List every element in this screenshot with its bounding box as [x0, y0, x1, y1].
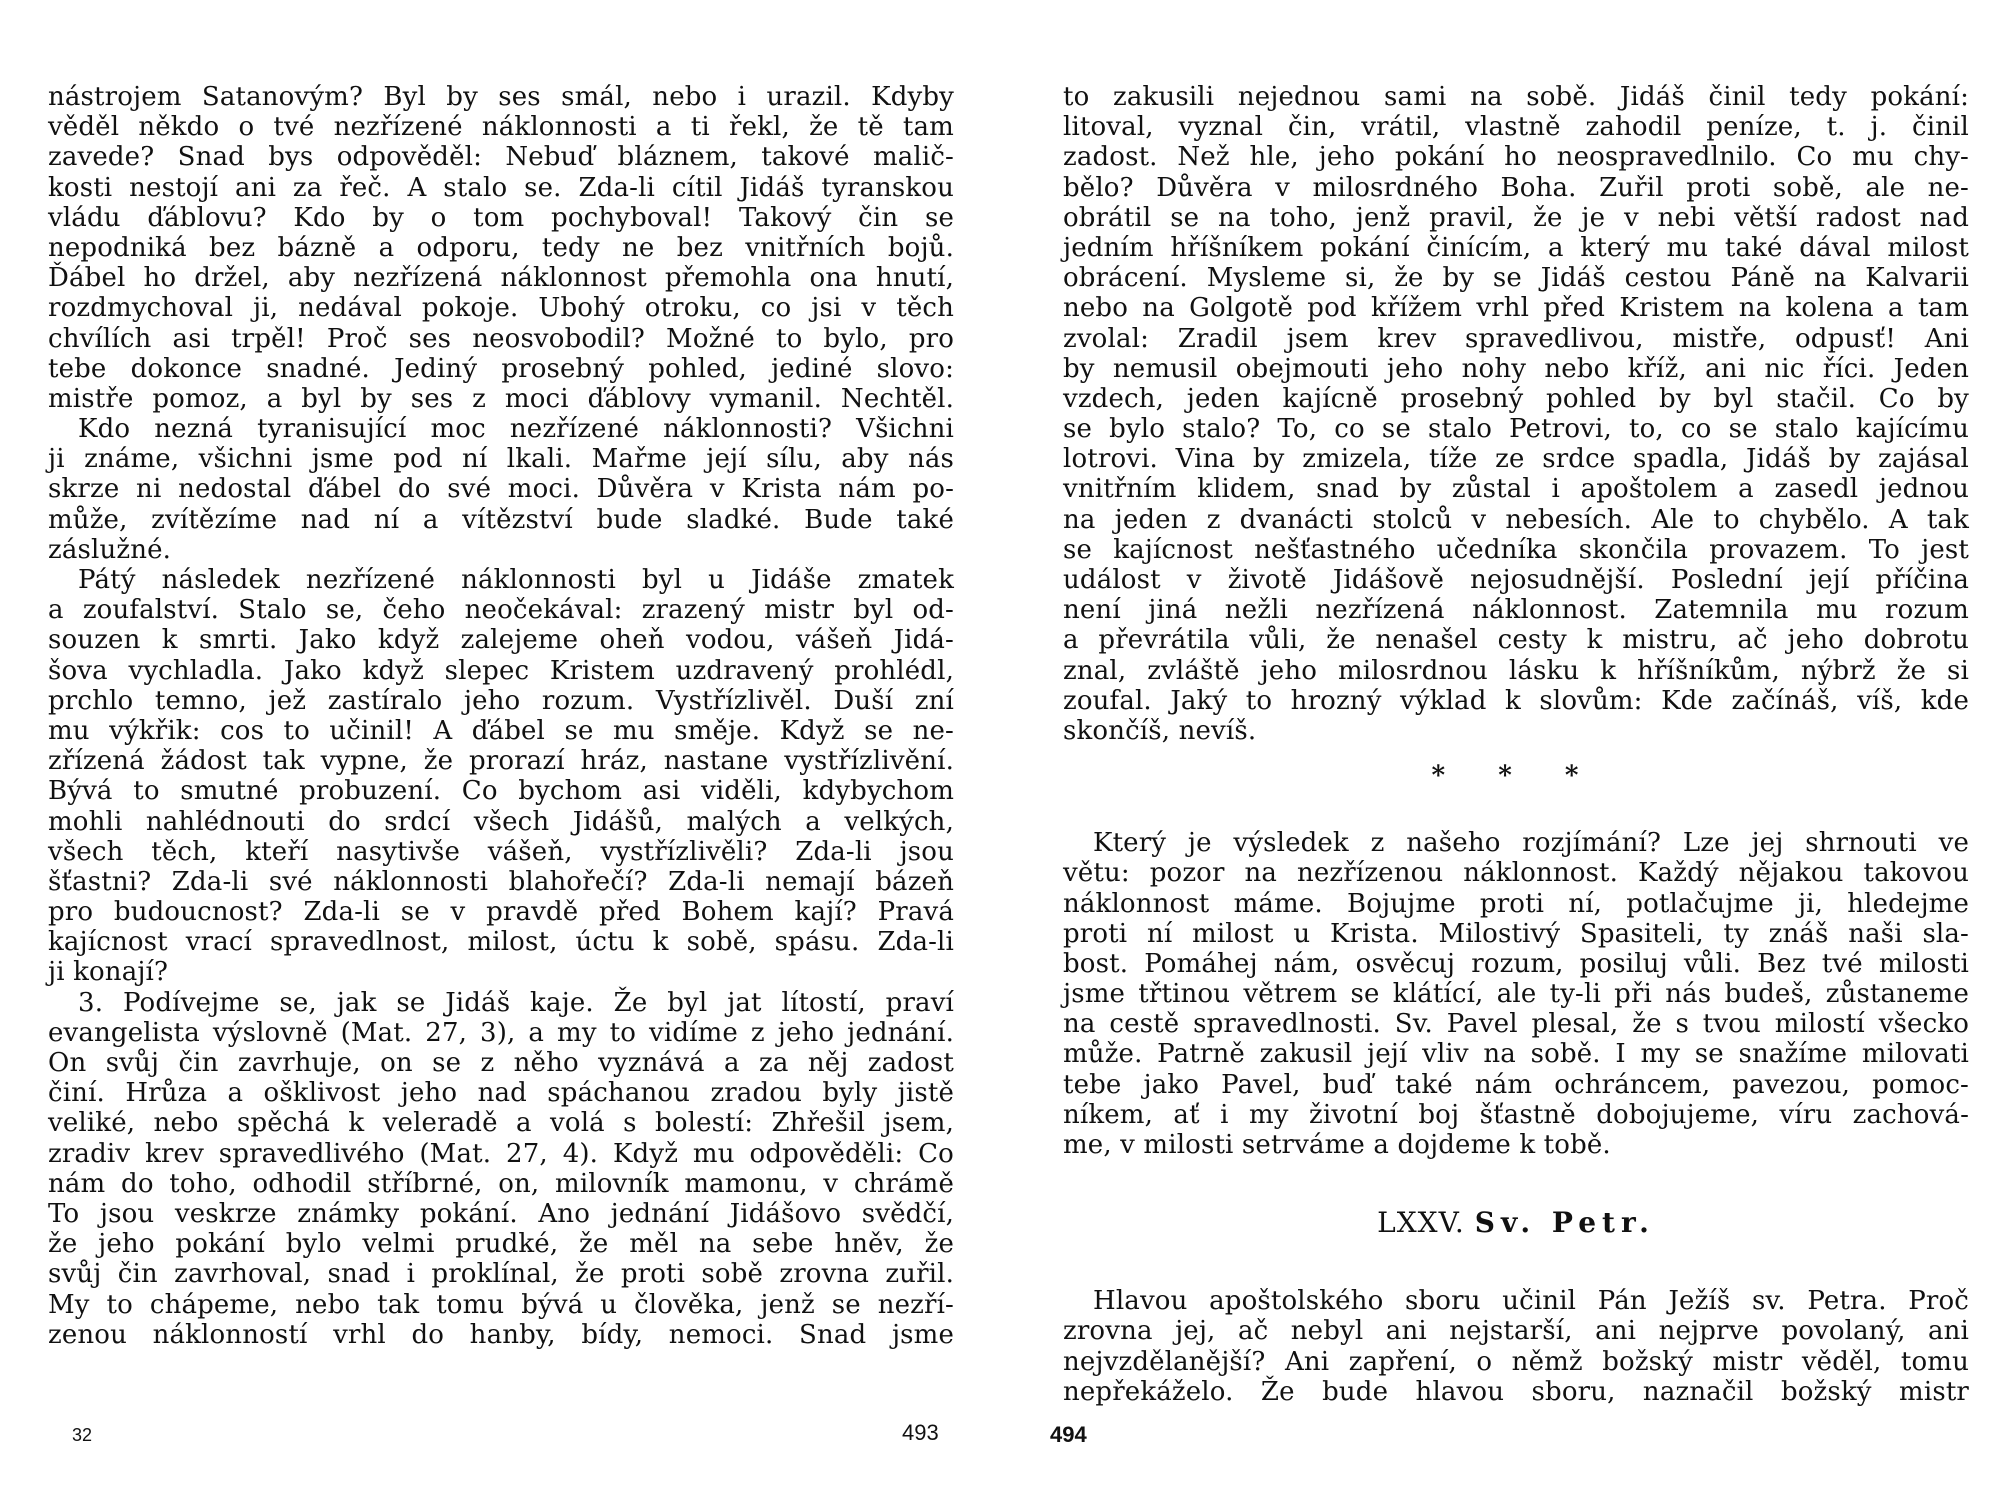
text-line: zřízená žádost tak vypne, že prorazí hráz, nastane vystřízlivění. [48, 746, 954, 777]
text-line: Ďábel ho držel, aby nezřízená náklonnost přemohla ona hnutí, [48, 263, 954, 294]
text-line: skrze ni nedostal ďábel do své moci. Důvěra v Krista nám po- [48, 474, 954, 505]
text-line: a převrátila vůli, že nenašel cesty k mistru, ač jeho dobrotu [1063, 625, 1969, 656]
text-line: může, zvítězíme nad ní a vítězství bude sladké. Bude také [48, 504, 954, 535]
text-line: záslužné. [48, 534, 172, 565]
text-line: lotrovi. Vina by zmizela, tíže ze srdce spadla, Jidáš by zajásal [1063, 444, 1969, 475]
text-line: On svůj čin zavrhuje, on se z něho vyznává a za něj zadost [48, 1048, 954, 1078]
text-line: Hlavou apoštolského sboru učinil Pán Ježíš sv. Petra. Proč [1093, 1286, 1969, 1317]
text-line: šova vychladla. Jako když slepec Kristem uzdravený prohlédl, [48, 655, 954, 686]
text-line: jedním hříšníkem pokání činícím, a který mu také dával milost [1063, 232, 1969, 263]
text-line: mu výkřik: cos to učinil! A ďábel se mu směje. Když se ne- [48, 715, 954, 746]
text-line: větu: pozor na nezřízenou náklonnost. Každý nějakou takovou [1063, 858, 1969, 889]
text-line: vnitřním klidem, snad by zůstal i apoštolem a zasedl jednou [1063, 474, 1969, 505]
text-line: se bylo stalo? To, co se stalo Petrovi, to, co se stalo kajícímu [1063, 414, 1969, 445]
text-line: na jeden z dvanácti stolců v nebesích. Ale to chybělo. A tak [1063, 504, 1969, 535]
right-page [998, 0, 1996, 1500]
text-line: tebe dokonce snadné. Jediný prosebný pohled, jediné slovo: [48, 353, 954, 384]
text-line: Pátý následek nezřízené náklonnosti byl u Jidáše zmatek [78, 565, 954, 595]
text-line: bost. Pomáhej nám, osvěcuj rozum, posiluj vůli. Bez tvé milosti [1063, 948, 1969, 979]
text-line: nepřekáželo. Že bude hlavou sboru, naznačil božský mistr [1063, 1376, 1969, 1407]
text-line: činí. Hrůza a ošklivost jeho nad spáchanou zradou byly jistě [48, 1078, 954, 1109]
text-line: nebo na Golgotě pod křížem vrhl před Kristem na kolena a tam [1063, 293, 1969, 324]
text-line: nepodniká bez bázně a odporu, tedy ne bez vnitřních bojů. [48, 232, 954, 263]
text-line: zenou náklonností vrhl do hanby, bídy, nemoci. Snad jsme [48, 1319, 954, 1350]
text-line: náklonnost máme. Bojujme proti ní, potlačujme ji, hledejme [1063, 888, 1969, 919]
text-line: na cestě spravedlnosti. Sv. Pavel plesal, že s tvou milostí všecko [1063, 1009, 1969, 1040]
text-line: bělo? Důvěra v milosrdného Boha. Zuřil proti sobě, ale ne- [1063, 172, 1969, 203]
text-line: souzen k smrti. Jako když zalejeme oheň vodou, vášeň Jidá- [48, 625, 954, 656]
text-line: vládu ďáblovu? Kdo by o tom pochyboval! Takový čin se [48, 202, 954, 233]
text-line: prchlo temno, jež zastíralo jeho rozum. Vystřízlivěl. Duší zní [48, 685, 954, 716]
text-line: svůj čin zavrhoval, snad i proklínal, že proti sobě zrovna zuřil. [48, 1259, 954, 1290]
text-line: My to chápeme, nebo tak tomu bývá u člověka, jenž se nezří- [48, 1289, 954, 1320]
text-line: nástrojem Satanovým? Byl by ses smál, nebo i urazil. Kdyby [48, 82, 954, 112]
text-line: zvolal: Zradil jsem krev spravedlivou, mistře, odpusť! Ani [1063, 323, 1969, 354]
text-line: níkem, ať i my životní boj šťastně dobojujeme, víru zachová- [1063, 1099, 1969, 1130]
text-line: tebe jako Pavel, buď také nám ochráncem, pavezou, pomoc- [1063, 1069, 1969, 1100]
text-line: jsme třtinou větrem se klátící, ale ty-li při nás budeš, zůstaneme [1063, 979, 1969, 1010]
text-line: znal, zvláště jeho milosrdnou lásku k hříšníkům, nýbrž že si [1063, 655, 1969, 686]
text-line: nejvzdělanější? Ani zapření, o němž božský mistr věděl, tomu [1063, 1346, 1969, 1377]
text-line: evangelista výslovně (Mat. 27, 3), a my to vidíme z jeho jednání. [48, 1017, 954, 1048]
text-line: To jsou veskrze známky pokání. Ano jednání Jidášovo svědčí, [48, 1198, 954, 1229]
text-line: mistře pomoz, a byl by ses z moci ďáblovy vymanil. Nechtěl. [48, 383, 954, 414]
text-line: kosti nestojí ani za řeč. A stalo se. Zda-li cítil Jidáš tyranskou [48, 172, 954, 203]
page-number: 494 [1050, 1422, 1087, 1447]
text-line: a zoufalství. Stalo se, čeho neočekával: zrazený mistr byl od- [48, 595, 954, 626]
text-line: zavede? Snad bys odpověděl: Nebuď bláznem, takové malič- [48, 142, 954, 173]
text-line: 3. Podívejme se, jak se Jidáš kaje. Že byl jat lítostí, praví [78, 987, 954, 1018]
text-line: mohli nahlédnouti do srdcí všech Jidášů, malých a velkých, [48, 806, 954, 837]
text-line: zoufal. Jaký to hrozný výklad k slovům: Kde začínáš, víš, kde [1063, 685, 1969, 716]
text-line: vzdech, jeden kajícně prosebný pohled by byl stačil. Co by [1063, 383, 1969, 414]
text-line: ji konají? [48, 957, 169, 988]
left-text-column [48, 82, 954, 1350]
text-line: Který je výsledek z našeho rozjímání? Lze jej shrnouti ve [1093, 828, 1969, 859]
text-line: to zakusili nejednou sami na sobě. Jidáš činil tedy pokání: [1063, 82, 1969, 112]
text-line: chvílích asi trpěl! Proč ses neosvobodil? Možné to bylo, pro [48, 323, 954, 354]
text-line: zadost. Než hle, jeho pokání ho neospravedlnilo. Co mu chy- [1063, 142, 1969, 173]
text-line: by nemusil obejmouti jeho nohy nebo kříž, ani nic říci. Jeden [1063, 353, 1969, 384]
text-line: me, v milosti setrváme a dojdeme k tobě. [1063, 1130, 1611, 1160]
text-line: veliké, nebo spěchá k veleradě a volá s bolestí: Zhřešil jsem, [48, 1108, 954, 1139]
text-line: že jeho pokání bylo velmi prudké, že měl na sebe hněv, že [48, 1229, 954, 1260]
text-line: rozdmychoval ji, nedával pokoje. Ubohý otroku, co jsi v těch [48, 293, 954, 324]
text-line: litoval, vyznal čin, vrátil, vlastně zahodil peníze, t. j. činil [1063, 112, 1969, 143]
text-line: kajícnost vrací spravedlnost, milost, úctu k sobě, spásu. Zda-li [48, 927, 954, 958]
page-number: 493 [902, 1420, 939, 1445]
text-line: všech těch, kteří nasytivše vášeň, vystřízlivěli? Zda-li jsou [48, 836, 954, 867]
text-line: proti ní milost u Krista. Milostivý Spasiteli, ty znáš naši sla- [1063, 918, 1969, 949]
text-line: se kajícnost nešťastného učedníka skončila provazem. To jest [1063, 534, 1969, 565]
text-line: nám do toho, odhodil stříbrné, on, milovník mamonu, v chrámě [48, 1168, 954, 1199]
text-line: skončíš, nevíš. [1063, 715, 1257, 746]
chapter-title: Sv. Petr. [1474, 1206, 1655, 1240]
text-line: zrovna jej, ač nebyl ani nejstarší, ani nejprve povolaný, ani [1063, 1316, 1969, 1347]
text-line: obrácení. Mysleme si, že by se Jidáš cestou Páně na Kalvarii [1063, 263, 1969, 294]
text-line: věděl někdo o tvé nezřízené náklonnosti a ti řekl, že tě tam [48, 112, 954, 143]
text-line: může. Patrně zakusil její vliv na sobě. I my se snažíme milovati [1063, 1039, 1969, 1070]
text-line: není jiná nežli nezřízená náklonnost. Zatemnila mu rozum [1063, 595, 1969, 626]
text-line: ji známe, všichni jsme pod ní lkali. Mařme její sílu, aby nás [48, 444, 954, 475]
text-line: Bývá to smutné probuzení. Co bychom asi viděli, kdybychom [48, 776, 954, 807]
folio-mark: 32 [72, 1425, 93, 1445]
section-divider: * * * [1431, 761, 1601, 792]
text-line: šťastni? Zda-li své náklonnosti blahořečí? Zda-li nemají bázeň [48, 866, 954, 897]
text-line: Kdo nezná tyranisující moc nezřízené náklonnosti? Všichni [78, 414, 954, 445]
chapter-heading [1063, 1188, 1969, 1258]
text-line: zradiv krev spravedlivého (Mat. 27, 4). Když mu odpověděli: Co [48, 1138, 954, 1169]
text-line: pro budoucnost? Zda-li se v pravdě před Bohem kají? Pravá [48, 897, 954, 928]
text-line: obrátil se na toho, jenž pravil, že je v nebi větší radost nad [1063, 202, 1969, 233]
right-text-column [1063, 82, 1969, 1407]
text-line: událost v životě Jidášově nejosudnější. Poslední její příčina [1063, 565, 1969, 595]
chapter-number: LXXV. [1377, 1206, 1465, 1240]
